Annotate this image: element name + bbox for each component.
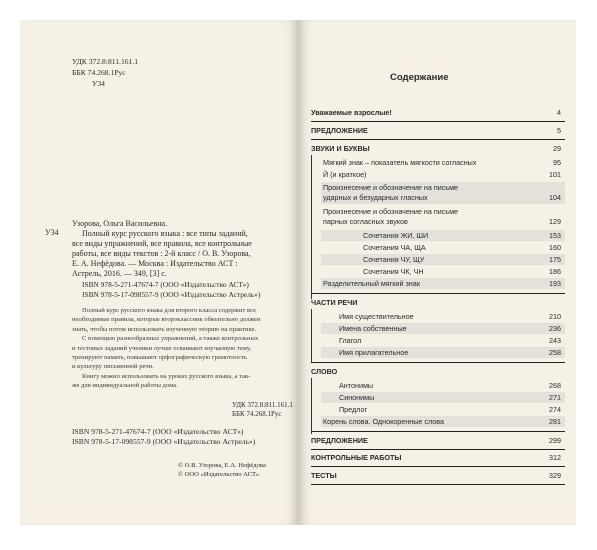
toc-page: 29 (553, 144, 561, 153)
toc-label: Й (и краткое) (323, 170, 367, 179)
toc-label: Корень слова. Однокоренные слова (323, 417, 444, 426)
left-page (20, 20, 298, 525)
toc-page: 175 (549, 255, 561, 264)
section-bracket (311, 378, 312, 434)
divider (311, 484, 565, 485)
toc-label: ПРЕДЛОЖЕНИЕ (311, 126, 368, 135)
udk-top: УДК 372.8:811.161.1 (72, 57, 139, 66)
toc-label: ТЕСТЫ (311, 471, 337, 480)
toc-row (311, 297, 565, 309)
toc-row (321, 335, 565, 346)
copyright-line: © ООО «Издательство АСТ» (178, 471, 260, 478)
toc-row (321, 182, 565, 204)
toc-row (321, 206, 565, 228)
toc-page: 129 (549, 217, 561, 226)
bbk-bottom: ББК 74.268.1Рус (232, 410, 282, 419)
contents-title: Содержание (390, 72, 449, 83)
right-page (298, 20, 576, 525)
toc-label: Имя прилагательное (339, 348, 409, 357)
toc-page: 329 (549, 471, 561, 480)
toc-page: 268 (549, 381, 561, 390)
bib-line: Полный курс русского языка : все типы заданий, (82, 229, 248, 238)
copyright-block (178, 461, 266, 479)
annotation (72, 306, 286, 391)
toc-row (311, 470, 565, 482)
bib-line: Астрель, 2016. — 349, [3] с. (72, 269, 167, 278)
toc-label: Сочетания ЖИ, ШИ (363, 231, 429, 240)
toc-table (311, 107, 565, 463)
toc-label: КОНТРОЛЬНЫЕ РАБОТЫ (311, 453, 402, 462)
toc-row (311, 157, 565, 168)
toc-page: 274 (549, 405, 561, 414)
toc-page: 186 (549, 267, 561, 276)
toc-label: Уважаемые взрослые! (311, 108, 392, 117)
toc-page: 153 (549, 231, 561, 240)
toc-page: 299 (549, 436, 561, 445)
annotation-line: Книгу можно использовать на уроках русского языка, а так- (82, 372, 251, 380)
toc-row (321, 311, 565, 322)
isbn-bottom-line: ISBN 978-5-271-47674-7 (ООО «Издательство АСТ») (72, 427, 244, 436)
toc-label: ЗВУКИ И БУКВЫ (311, 144, 370, 153)
toc-label: Предлог (339, 405, 368, 414)
annotation-line: же для индивидуальной работы дома. (72, 382, 178, 390)
divider (311, 121, 565, 122)
toc-page: 258 (549, 348, 561, 357)
annotation-line: знать, чтобы потом использовать изученную теорию на практике. (72, 325, 257, 333)
toc-page: 271 (549, 393, 561, 402)
toc-label: Произнесение и обозначение на письме (323, 207, 459, 216)
bbk-top: ББК 74.268.1Рус (72, 68, 126, 77)
toc-label: Сочетания ЧК, ЧН (363, 267, 424, 276)
toc-row (321, 254, 565, 265)
annotation-line: С помощью разнообразных упражнений, а также контрольных (82, 335, 259, 343)
toc-label: Глагол (339, 336, 362, 345)
bib-line: Е. А. Нефёдова. — Москва : Издательство АСТ : (72, 259, 238, 268)
toc-label: Синонимы (339, 393, 375, 402)
copyright-line: © О.В. Узорова, Е.А. Нефёдова (178, 462, 266, 469)
toc-label: Антонимы (339, 381, 374, 390)
toc-label: Имя существительное (339, 312, 414, 321)
toc-label: СЛОВО (311, 367, 338, 376)
annotation-line: необходимые правила, которые второклассник обязательно должен (72, 316, 261, 324)
toc-label-2: ударных и безударных гласных (323, 193, 428, 202)
annotation-line: и тестовых заданий ученики лучше осваивают изучаемую тему, (72, 344, 252, 352)
toc-page: 95 (553, 158, 561, 167)
divider (311, 449, 565, 450)
toc-page: 193 (549, 279, 561, 288)
open-book (20, 20, 576, 525)
toc-label: Сочетания ЧУ, ЩУ (363, 255, 425, 264)
toc-page: 5 (557, 126, 561, 135)
toc-page: 101 (549, 170, 561, 179)
isbn-line: ISBN 978-5-271-47674-7 (ООО «Издательство АСТ») (82, 280, 249, 289)
divider (311, 466, 565, 467)
annotation-line: Полный курс русского языка для второго класса содержит все (82, 307, 257, 314)
toc-page: 312 (549, 453, 561, 462)
toc-row (321, 278, 565, 289)
divider (311, 431, 565, 432)
toc-row (311, 125, 565, 137)
isbn-bottom-line: ISBN 978-5-17-098557-9 (ООО «Издательство Астрель») (72, 437, 256, 446)
toc-row (311, 366, 565, 378)
toc-row (311, 435, 565, 447)
toc-row (321, 323, 565, 334)
toc-row (321, 392, 565, 403)
divider (311, 293, 565, 294)
toc-row (321, 230, 565, 241)
u34-side: У34 (45, 228, 59, 237)
toc-page: 236 (549, 324, 561, 333)
toc-row (311, 107, 565, 119)
toc-row (321, 242, 565, 253)
toc-row (321, 347, 565, 358)
toc-page: 281 (549, 417, 561, 426)
toc-label-2: парных согласных звуков (323, 217, 408, 226)
toc-row (311, 452, 565, 464)
udk-bbk-bottom (232, 401, 293, 420)
divider (311, 139, 565, 140)
toc-label: Сочетания ЧА, ЩА (363, 243, 426, 252)
annotation-line: тренируют память, повышают орфографическую грамотность (72, 354, 247, 362)
isbn-line: ISBN 978-5-17-098557-9 (ООО «Издательство Астрель») (82, 290, 261, 299)
author-name: Узорова, Ольга Васильевна. (72, 219, 168, 228)
toc-label: ЧАСТИ РЕЧИ (311, 298, 358, 307)
toc-label: Имена собственные (339, 324, 407, 333)
toc-row (321, 416, 565, 427)
toc-row (311, 143, 565, 155)
toc-label: Мягкий знак – показатель мягкости согласных (323, 158, 477, 167)
toc-row (311, 169, 565, 180)
toc-label: Произнесение и обозначение на письме (323, 183, 459, 192)
section-bracket (311, 309, 312, 363)
annotation-line: и культуру письменной речи. (72, 363, 154, 371)
toc-label: ПРЕДЛОЖЕНИЕ (311, 436, 368, 445)
u34-top: У34 (92, 79, 105, 88)
bib-line: работы, все виды текстов : 2-й класс / О. В. Узорова, (72, 249, 251, 258)
isbn-block (82, 280, 260, 300)
toc-row (321, 380, 565, 391)
bib-line: все виды упражнений, все правила, все контрольные (72, 239, 252, 248)
udk-bottom: УДК 372.8:811.161.1 (232, 401, 293, 409)
toc-page: 4 (557, 108, 561, 117)
toc-table-tail (311, 452, 565, 496)
divider (311, 362, 565, 363)
toc-page: 243 (549, 336, 561, 345)
toc-row (321, 266, 565, 277)
toc-label: Разделительный мягкий знак (323, 279, 420, 288)
toc-page: 210 (549, 312, 561, 321)
toc-page: 160 (549, 243, 561, 252)
bibliographic-entry (72, 229, 282, 279)
toc-page: 104 (549, 193, 561, 202)
isbn-bottom-block (72, 427, 255, 447)
toc-row (321, 404, 565, 415)
